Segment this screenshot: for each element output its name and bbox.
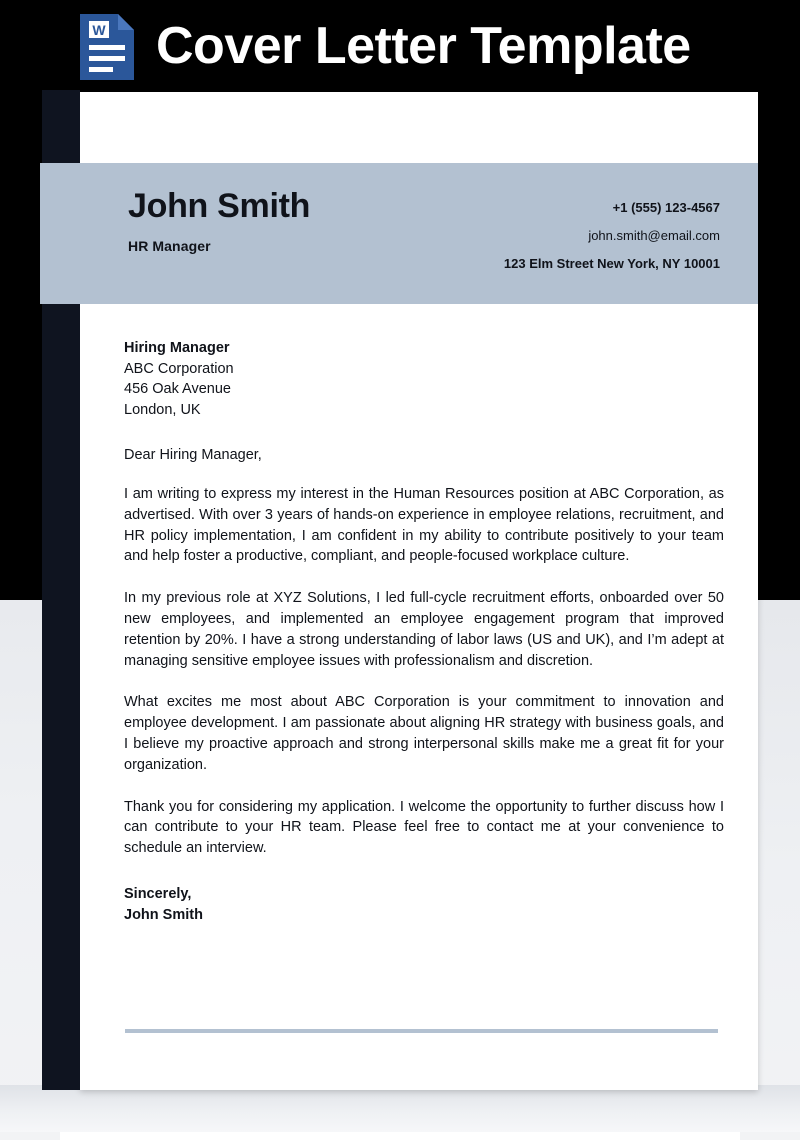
applicant-name: John Smith bbox=[128, 187, 311, 225]
svg-text:W: W bbox=[92, 22, 106, 38]
backdrop-bottom-strip bbox=[0, 1085, 800, 1132]
top-banner bbox=[0, 0, 800, 92]
recipient-address-block bbox=[124, 338, 724, 420]
letterhead-contact-block bbox=[504, 163, 720, 270]
recipient-name: Hiring Manager bbox=[124, 340, 230, 356]
recipient-street: 456 Oak Avenue bbox=[124, 381, 231, 397]
salutation: Dear Hiring Manager, bbox=[124, 447, 262, 463]
signature-block bbox=[124, 884, 724, 926]
body-paragraph-3: What excites me most about ABC Corporation is your commitment to innovation and employee development. I am passionate about aligning HR strategy with business goals, and I believe my proactive approach and strong interpersonal skills make me a great fit for your organization. bbox=[124, 694, 724, 773]
signature-name: John Smith bbox=[124, 906, 203, 923]
applicant-job-title: HR Manager bbox=[128, 237, 211, 254]
letterhead-band bbox=[40, 163, 758, 304]
word-document-icon bbox=[80, 14, 134, 80]
letterhead-name-block bbox=[128, 163, 310, 254]
footer-divider bbox=[125, 1029, 718, 1033]
body-paragraph-2: In my previous role at XYZ Solutions, I led full-cycle recruitment efforts, onboarded over 50 new employees, and implemented an employee engagement program that improved retention by 20%. I have a strong understanding of labor laws (US and UK), and I’m adept at managing sensitive employee issues with professionalism and discretion. bbox=[124, 590, 724, 669]
page-title: Cover Letter Template bbox=[156, 17, 691, 75]
contact-address: 123 Elm Street New York, NY 10001 bbox=[503, 256, 720, 271]
recipient-company: ABC Corporation bbox=[124, 360, 234, 377]
recipient-city: London, UK bbox=[124, 401, 201, 418]
contact-phone: +1 (555) 123-4567 bbox=[612, 200, 720, 215]
body-paragraph-1: I am writing to express my interest in the Human Resources position at ABC Corporation, as advertised. With over 3 years of hands-on experience in employee relations, recruitment, and HR policy implementation, I am confident in my ability to contribute positively to your team and help foster a productive, compliant, and people-focused workplace culture. bbox=[124, 486, 724, 565]
letter-body bbox=[124, 338, 724, 926]
body-paragraph-4: Thank you for considering my application. I welcome the opportunity to further discuss how I can contribute to your HR team. Please feel free to contact me at your convenience to schedule an interview. bbox=[124, 798, 724, 857]
closing-line: Sincerely, bbox=[124, 885, 192, 902]
contact-email: john.smith@email.com bbox=[588, 228, 720, 243]
